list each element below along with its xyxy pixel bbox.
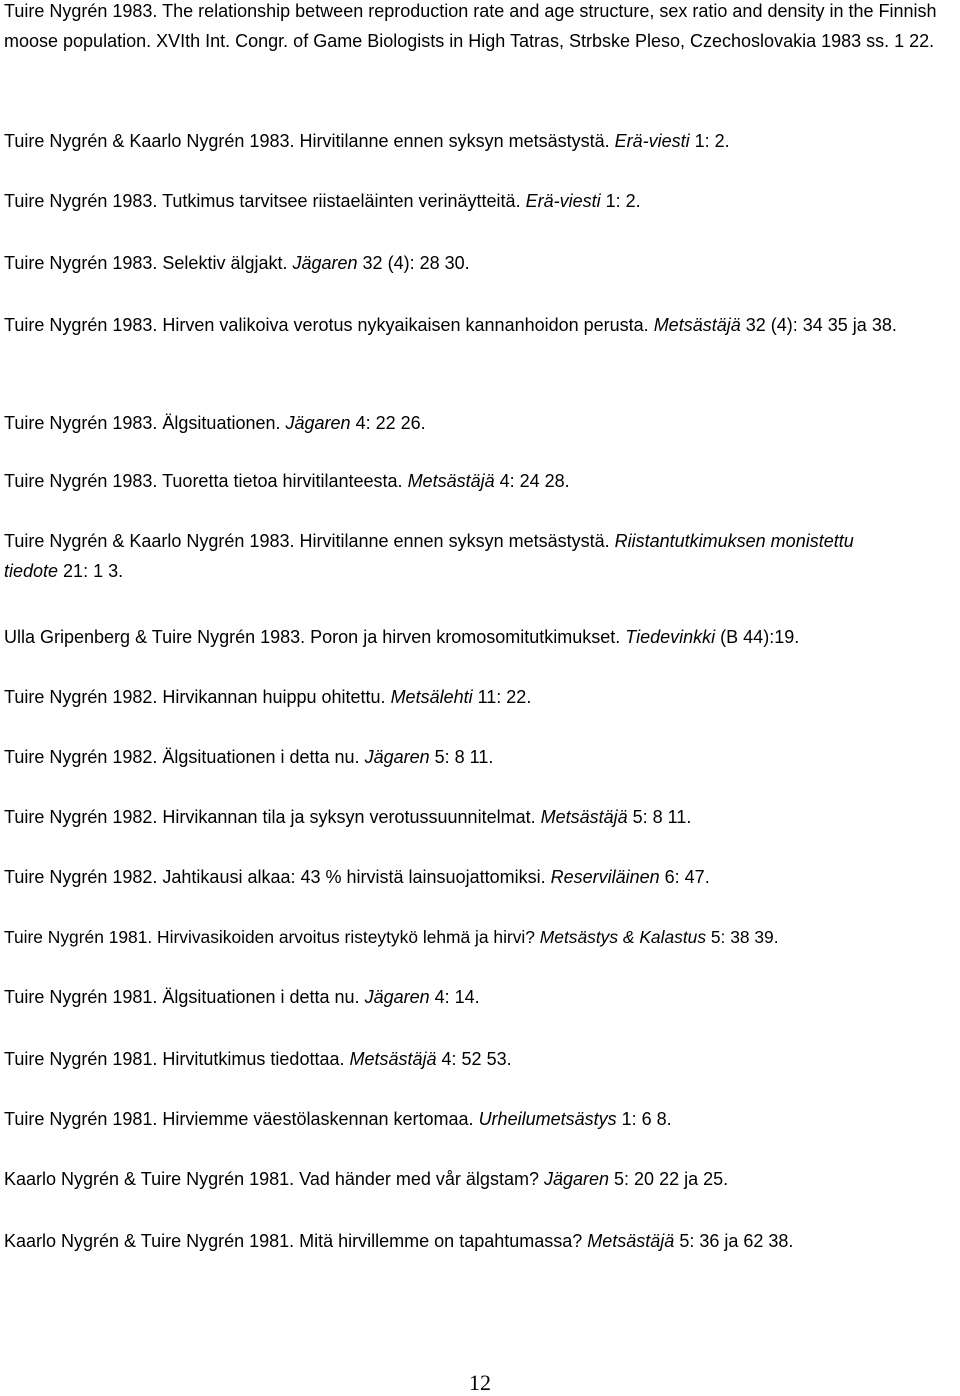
reference-entry: Tuire Nygrén & Kaarlo Nygrén 1983. Hirvitilanne ennen syksyn metsästystä. Erä-viesti 1: 2. — [4, 131, 730, 151]
reference-entry: Kaarlo Nygrén & Tuire Nygrén 1981. Vad händer med vår älgstam? Jägaren 5: 20 22 ja 25. — [4, 1169, 729, 1189]
reference-entry: Ulla Gripenberg & Tuire Nygrén 1983. Poron ja hirven kromosomitutkimukset. Tiedevinkki (B 44):19. — [4, 627, 800, 647]
reference-entry: Tuire Nygrén 1981. Hirviemme väestölaskennan kertomaa. Urheilumetsästys 1: 6 8. — [4, 1109, 672, 1129]
reference-entry: Tuire Nygrén 1983. The relationship between reproduction rate and age structure, sex ratio and density in the Finnish moose population. XVIth Int. Congr. of Game Biologists in High Tatras, Strbske Pleso, Czechoslovakia 1983 ss. 1 22. — [4, 1, 937, 51]
reference-entry: Tuire Nygrén 1981. Älgsituationen i detta nu. Jägaren 4: 14. — [4, 987, 480, 1007]
reference-entry: Tuire Nygrén 1982. Älgsituationen i detta nu. Jägaren 5: 8 11. — [4, 747, 494, 767]
reference-entry: Tuire Nygrén 1981. Hirvitutkimus tiedottaa. Metsästäjä 4: 52 53. — [4, 1049, 512, 1069]
reference-entry: Tuire Nygrén & Kaarlo Nygrén 1983. Hirvitilanne ennen syksyn metsästystä. Riistantutkimuksen monistettu tiedote 21: 1 3. — [4, 531, 854, 581]
reference-entry: Tuire Nygrén 1983. Tutkimus tarvitsee riistaeläinten verinäytteitä. Erä-viesti 1: 2. — [4, 191, 641, 211]
reference-entry: Tuire Nygrén 1983. Selektiv älgjakt. Jägaren 32 (4): 28 30. — [4, 253, 470, 273]
reference-entry: Tuire Nygrén 1983. Hirven valikoiva verotus nykyaikaisen kannanhoidon perusta. Metsästäjä 32 (4): 34 35 ja 38. — [4, 315, 897, 335]
reference-entry: Tuire Nygrén 1982. Jahtikausi alkaa: 43 % hirvistä lainsuojattomiksi. Reserviläinen 6: 47. — [4, 867, 710, 887]
page-number: 12 — [469, 1370, 491, 1395]
reference-entry: Tuire Nygrén 1983. Älgsituationen. Jägaren 4: 22 26. — [4, 413, 426, 433]
reference-entry: Kaarlo Nygrén & Tuire Nygrén 1981. Mitä hirvillemme on tapahtumassa? Metsästäjä 5: 36 ja 62 38. — [4, 1231, 794, 1251]
reference-entry: Tuire Nygrén 1982. Hirvikannan huippu ohitettu. Metsälehti 11: 22. — [4, 687, 532, 707]
reference-entry: Tuire Nygrén 1982. Hirvikannan tila ja syksyn verotussuunnitelmat. Metsästäjä 5: 8 11. — [4, 807, 692, 827]
reference-entry: Tuire Nygrén 1981. Hirvivasikoiden arvoitus risteytykö lehmä ja hirvi? Metsästys & Kalastus 5: 38 39. — [4, 927, 779, 947]
reference-entry: Tuire Nygrén 1983. Tuoretta tietoa hirvitilanteesta. Metsästäjä 4: 24 28. — [4, 471, 570, 491]
